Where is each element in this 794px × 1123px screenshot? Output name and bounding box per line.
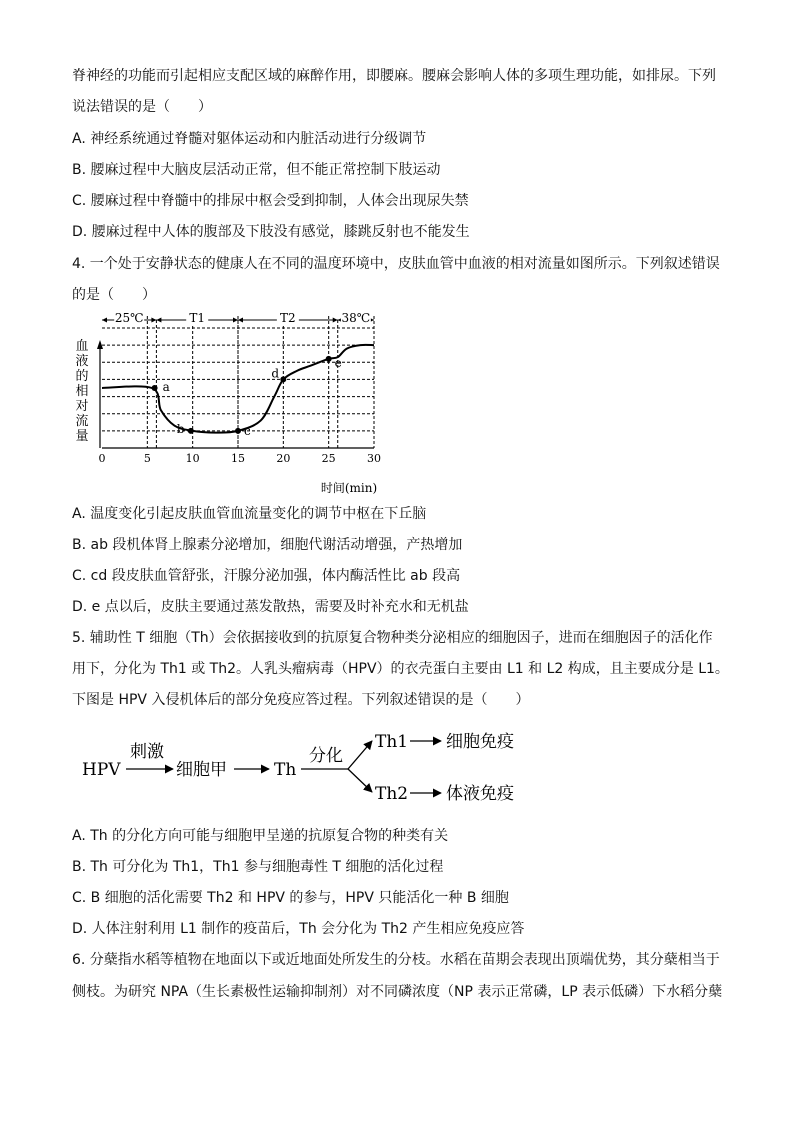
point-label-d: d xyxy=(271,366,280,381)
diagram-cell-immunity: 细胞免疫 xyxy=(446,732,514,752)
diagram-th2: Th2 xyxy=(375,784,409,804)
x-tick-labels xyxy=(99,452,382,465)
immune-flow-diagram xyxy=(76,728,536,814)
point-label-c: c xyxy=(244,423,251,438)
x-tick-label: 15 xyxy=(231,452,245,465)
q6-stem-line-2: 侧枝。为研究 NPA（生长素极性运输抑制剂）对不同磷浓度（NP 表示正常磷，LP 表示低磷）下水稻分蘖 xyxy=(72,984,723,1000)
q5-stem-line-2: 用下，分化为 Th1 或 Th2。人乳头瘤病毒（HPV）的衣壳蛋白主要由 L1 和 L2 构成，且主要成分是 L1。 xyxy=(72,661,729,677)
period-arrow-left xyxy=(238,318,243,323)
period-arrow-left xyxy=(102,318,107,323)
y-axis-label xyxy=(75,339,88,444)
arrow-to-th2 xyxy=(348,769,372,792)
point-c xyxy=(235,428,241,434)
diagram-cell-a: 细胞甲 xyxy=(176,760,227,780)
y-label-char: 流 xyxy=(75,414,89,429)
period-label-1: T1 xyxy=(189,311,206,325)
q4-option-d: D. e 点以后，皮肤主要通过蒸发散热，需要及时补充水和无机盐 xyxy=(72,599,469,615)
diagram-stimulate: 刺激 xyxy=(130,742,164,762)
diagram-humoral-immunity: 体液免疫 xyxy=(446,784,514,804)
q3-option-d: D. 腰麻过程中人体的腹部及下肢没有感觉，膝跳反射也不能发生 xyxy=(72,224,470,240)
x-tick-label: 10 xyxy=(185,452,200,465)
diagram-th: Th xyxy=(274,760,297,780)
point-label-a: a xyxy=(162,380,170,394)
blood-flow-chart xyxy=(70,308,390,500)
q4-stem-line-2: 的是（ ） xyxy=(72,287,156,303)
point-d xyxy=(280,376,286,382)
period-label-3: 38℃ xyxy=(341,311,371,325)
point-e xyxy=(326,356,332,362)
y-label-char: 量 xyxy=(75,429,89,444)
x-tick-label: 20 xyxy=(276,452,291,465)
diagram-th1: Th1 xyxy=(375,732,409,752)
q4-option-b: B. ab 段机体肾上腺素分泌增加，细胞代谢活动增强，产热增加 xyxy=(72,537,463,553)
y-label-char: 对 xyxy=(75,399,89,414)
period-label-2: T2 xyxy=(280,311,296,325)
y-label-char: 相 xyxy=(75,384,89,399)
q5-option-d: D. 人体注射利用 L1 制作的疫苗后，Th 会分化为 Th2 产生相应免疫应答 xyxy=(72,921,525,937)
y-axis-arrow xyxy=(97,340,103,349)
period-arrow-left xyxy=(156,318,161,323)
point-label-e: e xyxy=(334,355,342,370)
q3-stem-line-1: 脊神经的功能而引起相应支配区域的麻醉作用，即腰麻。腰麻会影响人体的多项生理功能，如排尿。下列 xyxy=(72,68,716,84)
q5-option-a: A. Th 的分化方向可能与细胞甲呈递的抗原复合物的种类有关 xyxy=(72,828,449,844)
q4-option-a: A. 温度变化引起皮肤血管血流量变化的调节中枢在下丘脑 xyxy=(72,506,427,522)
point-a xyxy=(152,385,158,391)
period-arrow-right xyxy=(151,318,156,323)
x-tick-label: 30 xyxy=(367,452,381,465)
diagram-differentiate: 分化 xyxy=(309,746,343,766)
diagram-hpv: HPV xyxy=(82,760,121,780)
q3-stem-line-2: 说法错误的是（ ） xyxy=(72,99,212,115)
y-label-char: 液 xyxy=(75,354,89,369)
q3-option-b: B. 腰麻过程中大脑皮层活动正常，但不能正常控制下肢运动 xyxy=(72,162,441,178)
arrow-to-th1 xyxy=(348,741,372,769)
q5-stem-line-1: 5. 辅助性 T 细胞（Th）会依据接收到的抗原复合物种类分泌相应的细胞因子，进而在细胞因子的活化作 xyxy=(72,630,713,646)
q4-option-c: C. cd 段皮肤血管舒张，汗腺分泌加强，体内酶活性比 ab 段高 xyxy=(72,568,461,584)
x-tick-label: 25 xyxy=(321,452,336,465)
q5-stem-line-3: 下图是 HPV 入侵机体后的部分免疫应答过程。下列叙述错误的是（ ） xyxy=(72,692,530,708)
period-arrow-right xyxy=(333,318,338,323)
q3-option-c: C. 腰麻过程中脊髓中的排尿中枢会受到抑制，人体会出现尿失禁 xyxy=(72,193,469,209)
x-tick-label: 0 xyxy=(98,452,106,465)
y-label-char: 血 xyxy=(75,339,89,354)
x-tick-label: 5 xyxy=(143,452,151,465)
q5-option-b: B. Th 可分化为 Th1，Th1 参与细胞毒性 T 细胞的活化过程 xyxy=(72,859,444,875)
point-label-b: b xyxy=(176,421,185,436)
period-label-0: 25℃ xyxy=(114,311,144,325)
q5-option-c: C. B 细胞的活化需要 Th2 和 HPV 的参与，HPV 只能活化一种 B 细胞 xyxy=(72,890,509,906)
point-b xyxy=(188,428,194,434)
period-arrow-right xyxy=(233,318,238,323)
q3-option-a: A. 神经系统通过脊髓对躯体运动和内脏活动进行分级调节 xyxy=(72,131,427,147)
q4-stem-line-1: 4. 一个处于安静状态的健康人在不同的温度环境中，皮肤血管中血液的相对流量如图所示。下列叙述错误 xyxy=(72,256,720,272)
x-axis-label: 时间(min) xyxy=(320,481,378,495)
y-label-char: 的 xyxy=(75,369,89,384)
q6-stem-line-1: 6. 分蘖指水稻等植物在地面以下或近地面处所发生的分枝。水稻在苗期会表现出顶端优势，其分蘖相当于 xyxy=(72,952,720,968)
